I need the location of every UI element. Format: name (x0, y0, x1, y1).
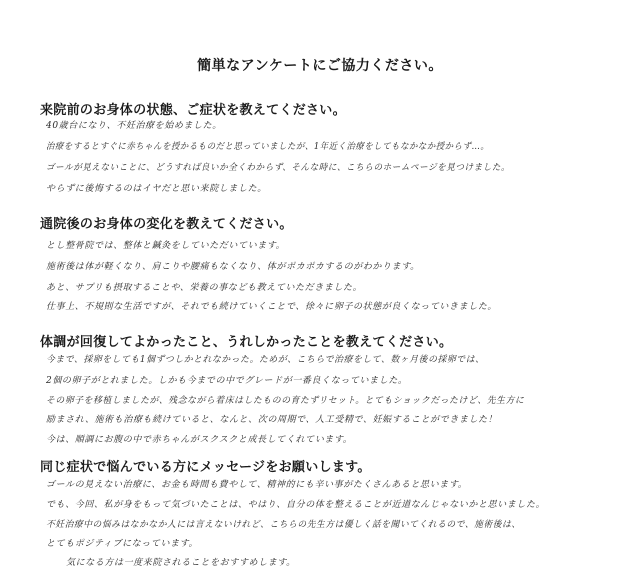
question-3-heading: 体調が回復してよかったこと、うれしかったことを教えてください。 (40, 335, 453, 350)
answer-4-line-3: 不妊治療中の悩みはなかなか人には言えないけれど、こちらの先生方は優しく話を聞いてくれるので、施術後は、 (46, 520, 521, 530)
answer-4-line-5: 気になる方は一度来院されることをおすすめします。 (66, 558, 296, 568)
answer-4-line-1: ゴールの見えない治療に、お金も時間も費やして、精神的にも辛い事がたくさんあると思います。 (46, 480, 468, 490)
answer-3-line-1: 今まで、採卵をしても1個ずつしかとれなかった。ためが、こちらで治療をして、数ヶ月後の採卵では、 (46, 355, 485, 365)
answer-3-line-2: 2個の卵子がとれました。しかも今までの中でグレードが一番良くなっていました。 (46, 376, 408, 386)
answer-2-line-4: 仕事上、不規則な生活ですが、それでも続けていくことで、徐々に卵子の状態が良くなっていきました。 (46, 302, 498, 312)
answer-3-line-4: 励まされ、施術も治療も続けていると、なんと、次の周期で、人工受精で、妊娠することができました！ (46, 415, 498, 425)
answer-2-line-3: あと、サプリも摂取することや、栄養の事なども教えていただきました。 (46, 283, 363, 293)
page-title: 簡単なアンケートにご協力ください。 (197, 58, 443, 74)
answer-1-line-3: ゴールが見えないことに、どうすれば良いか全くわからず、そんな時に、こちらのホームページを見つけました。 (46, 163, 511, 173)
question-2-heading: 通院後のお身体の変化を教えてください。 (40, 217, 293, 232)
answer-2-line-1: とし整骨院では、整体と鍼灸をしていただいています。 (46, 241, 286, 251)
answer-3-line-3: その卵子を移植しましたが、残念ながら着床はしたものの育たずリセット。とてもショックだったけど、先生方に (46, 396, 525, 406)
question-1-heading: 来院前のお身体の状態、ご症状を教えてください。 (40, 103, 346, 118)
answer-4-line-2: でも、今回、私が身をもって気づいたことは、やはり、自分の体を整えることが近道なんじゃないかと思いました。 (46, 500, 546, 510)
answer-1-line-4: やらずに後悔するのはイヤだと思い来院しました。 (46, 184, 267, 194)
answer-4-line-4: とてもポジティブになっています。 (46, 539, 199, 549)
answer-1-line-2: 治療をするとすぐに赤ちゃんを授かるものだと思っていましたが、1年近く治療をしてもなかなか授からず…。 (46, 142, 490, 152)
answer-2-line-2: 施術後は体が軽くなり、肩こりや腰痛もなくなり、体がポカポカするのがわかります。 (46, 262, 420, 272)
question-4-heading: 同じ症状で悩んでいる方にメッセージをお願いします。 (40, 460, 371, 475)
answer-1-line-1: 40歳台になり、不妊治療を始めました。 (46, 121, 222, 131)
answer-3-line-5: 今は、順調にお腹の中で赤ちゃんがスクスクと成長してくれています。 (46, 435, 353, 445)
